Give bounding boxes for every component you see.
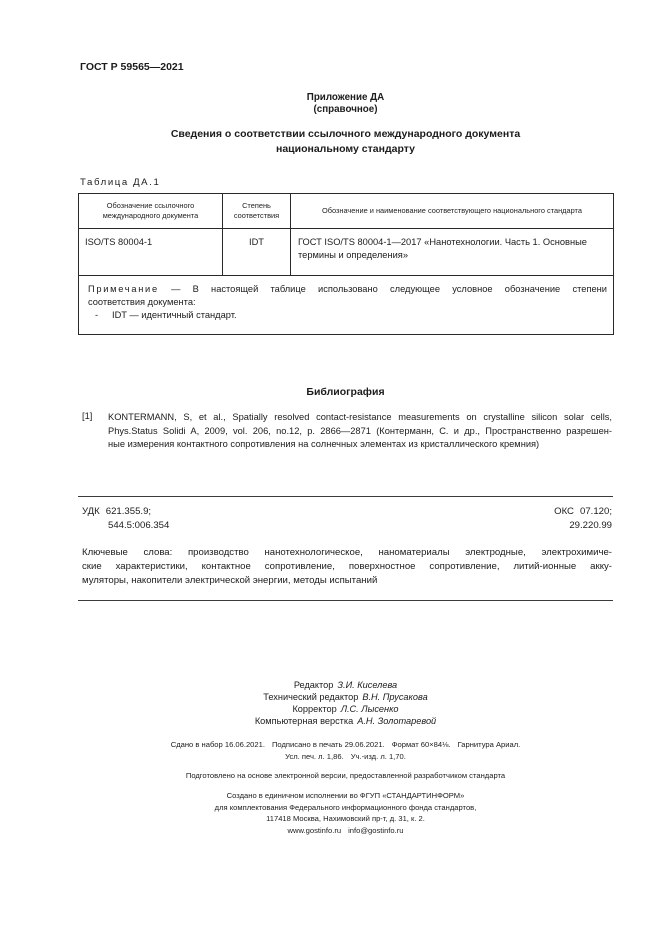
note-line-1 bbox=[88, 283, 607, 296]
udk-code bbox=[82, 505, 151, 519]
imprint-sheets bbox=[78, 751, 613, 762]
credit-role: Компьютерная верстка bbox=[254, 716, 354, 726]
table-header-row bbox=[79, 194, 614, 229]
imprint-publisher-line-1: Создано в единичном исполнении во ФГУП «СТАНДАРТИНФОРМ» bbox=[226, 791, 465, 800]
header-intl-doc bbox=[79, 194, 223, 229]
credit-name: З.И. Киселева bbox=[337, 680, 398, 690]
appendix-label: Приложение ДА bbox=[306, 92, 385, 103]
appendix-title-line-1: Сведения о соответствии ссылочного международного документа bbox=[170, 128, 521, 140]
keywords-line-3: муляторы, накопители электрической энергии, методы испытаний bbox=[82, 575, 378, 586]
bibliography-title: Библиография bbox=[306, 386, 385, 398]
imprint-print-info bbox=[78, 739, 613, 750]
header-intl-doc-line-1: Обозначение ссылочного bbox=[106, 201, 195, 210]
correspondence-table bbox=[78, 193, 614, 335]
appendix-kind: (справочное) bbox=[313, 104, 378, 115]
divider-top bbox=[78, 496, 613, 497]
table-note-row bbox=[79, 276, 614, 335]
cell-intl-doc: ISO/TS 80004-1 bbox=[79, 229, 223, 276]
imprint-prepared: Подготовлено на основе электронной версии, предоставленной разработчиком стандарта bbox=[185, 771, 506, 780]
imprint-website: www.gostinfo.ru bbox=[287, 826, 342, 835]
header-national-standard: Обозначение и наименование соответствующего национального стандарта bbox=[291, 194, 614, 229]
note-label: Примечание bbox=[88, 284, 159, 294]
credit-editor bbox=[78, 679, 613, 691]
imprint-contacts bbox=[78, 825, 613, 836]
udk-label: УДК bbox=[82, 506, 100, 517]
header-degree-line-1: Степень bbox=[242, 201, 271, 210]
note-line-1-text: — В настоящей таблице использовано следующее условное обозначение степени bbox=[171, 284, 607, 294]
table-caption: Таблица ДА.1 bbox=[80, 177, 161, 188]
table-note bbox=[79, 276, 614, 335]
credit-role: Редактор bbox=[293, 680, 334, 690]
imprint-format: Формат 60×84⅛. bbox=[391, 740, 451, 749]
credit-tech-editor bbox=[78, 691, 613, 703]
table-row bbox=[79, 229, 614, 276]
credit-role: Корректор bbox=[292, 704, 337, 714]
oks-value-2: 29.220.99 bbox=[569, 520, 612, 531]
imprint-typeset: Сдано в набор 16.06.2021. bbox=[170, 740, 265, 749]
bibliography-entry bbox=[108, 411, 612, 452]
keywords-line-1: Ключевые слова: производство нанотехнологическое, наноматериалы электродные, электрохимиче- bbox=[82, 547, 612, 558]
header-degree-line-2: соответствия bbox=[233, 211, 280, 220]
oks-label: ОКС bbox=[554, 506, 574, 517]
oks-value-1: 07.120; bbox=[579, 506, 612, 517]
credits bbox=[78, 679, 613, 727]
bibliography-line-1: KONTERMANN, S, et al., Spatially resolved contact-resistance measurements on crystalline silicon solar cells, bbox=[108, 412, 612, 422]
imprint-print-sheets: Усл. печ. л. 1,86. bbox=[285, 752, 344, 761]
divider-bottom bbox=[78, 600, 613, 601]
udk-value-2: 544.5:006.354 bbox=[108, 520, 170, 531]
udk-value-1: 621.355.9; bbox=[105, 506, 152, 517]
imprint-signed: Подписано в печать 29.06.2021. bbox=[271, 740, 385, 749]
appendix-title-line-2: национальному стандарту bbox=[275, 143, 415, 155]
credit-role: Технический редактор bbox=[263, 692, 359, 702]
credit-layout bbox=[78, 715, 613, 727]
imprint-email: info@gostinfo.ru bbox=[348, 826, 404, 835]
cell-national-standard bbox=[291, 229, 614, 276]
imprint-typeface: Гарнитура Ариал. bbox=[457, 740, 521, 749]
cell-national-line-1: ГОСТ ISO/TS 80004-1—2017 «Нанотехнологии. Часть 1. Основные bbox=[298, 237, 587, 247]
keywords-line-2: ские характеристики, контактное сопротивление, поверхностное сопротивление, литий-ионные акку- bbox=[82, 561, 612, 572]
credit-name: А.Н. Золотаревой bbox=[357, 716, 437, 726]
imprint-pub-sheets: Уч.-изд. л. 1,70. bbox=[350, 752, 406, 761]
note-item-bullet: - bbox=[95, 310, 99, 320]
credit-name: Л.С. Лысенко bbox=[340, 704, 399, 714]
note-item bbox=[88, 309, 607, 322]
imprint-publisher-line-2: для комплектования Федерального информационного фонда стандартов, bbox=[214, 803, 477, 812]
document-code: ГОСТ Р 59565—2021 bbox=[80, 61, 184, 73]
credit-name: В.Н. Прусакова bbox=[362, 692, 428, 702]
oks-code bbox=[554, 505, 612, 519]
header-intl-doc-line-2: международного документа bbox=[102, 211, 199, 220]
credit-proofreader bbox=[78, 703, 613, 715]
imprint-publisher-address: 117418 Москва, Нахимовский пр-т, д. 31, к. 2. bbox=[266, 814, 425, 823]
bibliography-line-3: ные измерения контактного сопротивления на солнечных элементах из кристаллического кремния) bbox=[108, 439, 540, 449]
cell-degree: IDT bbox=[223, 229, 291, 276]
note-line-2: соответствия документа: bbox=[88, 297, 196, 307]
header-degree bbox=[223, 194, 291, 229]
bibliography-entry-number: [1] bbox=[82, 411, 93, 421]
bibliography-line-2: Phys.Status Solidi A, 2009, vol. 206, no.12, p. 2866—2871 (Контерманн, С. и др., Пространственно разрешен- bbox=[108, 425, 612, 436]
note-item-text: IDT — идентичный стандарт. bbox=[112, 310, 237, 320]
cell-national-line-2: термины и определения» bbox=[298, 250, 409, 260]
keywords bbox=[82, 546, 612, 588]
